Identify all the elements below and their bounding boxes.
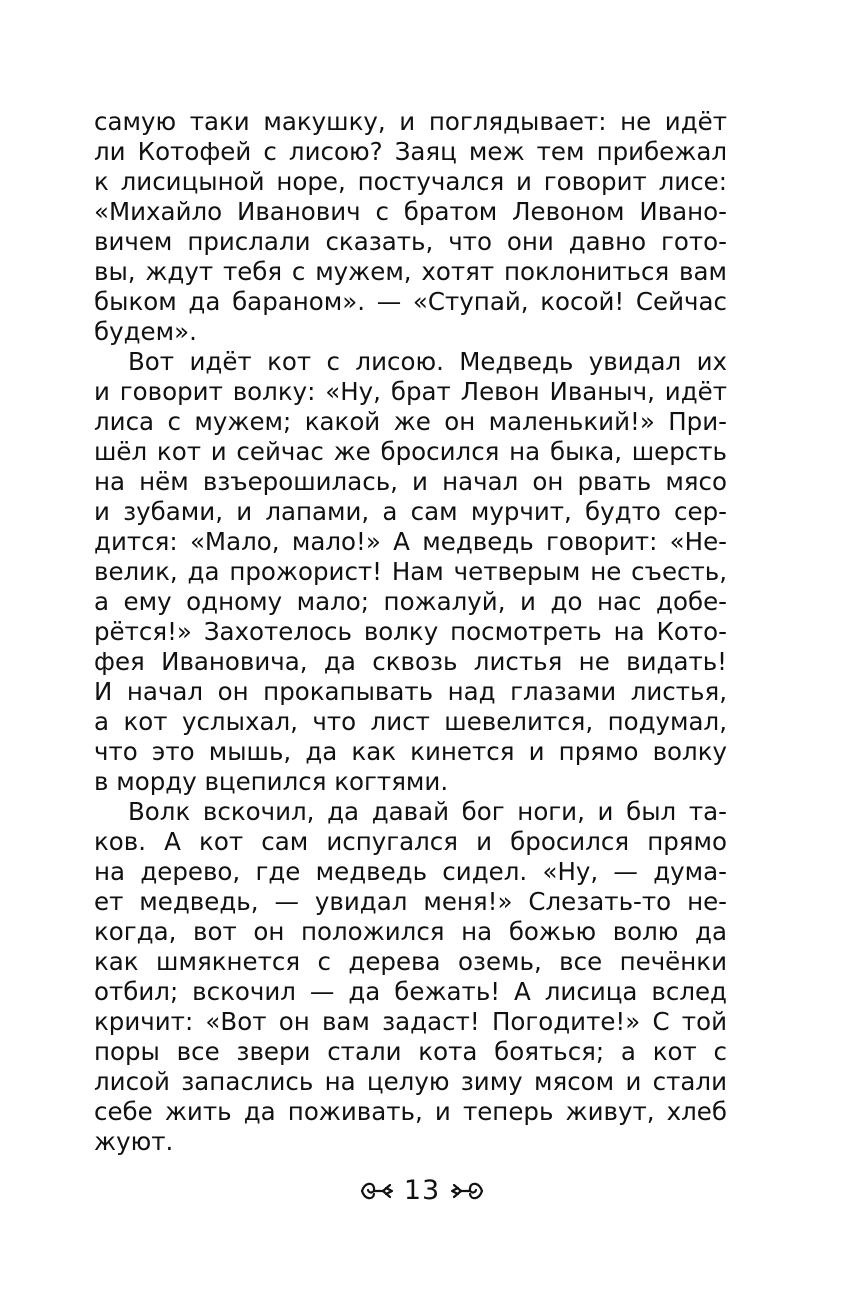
text-line: отбил; вскочил — да бежать! А лисица вслед <box>94 977 727 1006</box>
text-line: жуют. <box>94 1127 174 1156</box>
text-line: Вот идёт кот с лисою. Медведь увидал их <box>128 347 727 376</box>
text-line: и говорит волку: «Ну, брат Левон Иваныч, идёт <box>94 377 727 406</box>
text-line: будем». <box>94 317 197 346</box>
text-line: быком да бараном». — «Ступай, косой! Сейчас <box>94 287 727 316</box>
text-line: как шмякнется с дерева оземь, все печёнки <box>94 947 727 976</box>
text-line: ков. А кот сам испугался и бросился прямо <box>94 827 727 856</box>
text-line: кричит: «Вот он вам задаст! Погодите!» С той <box>94 1007 727 1036</box>
text-line: и зубами, и лапами, а сам мурчит, будто сер- <box>94 497 727 526</box>
paragraph <box>94 107 727 347</box>
text-line: поры все звери стали кота бояться; а кот с <box>94 1037 727 1066</box>
text-line: вы, ждут тебя с мужем, хотят поклониться вам <box>94 257 727 286</box>
text-line: лиса с мужем; какой же он маленький!» При- <box>94 407 727 436</box>
text-line: велик, да прожорист! Нам четверым не съесть, <box>94 557 727 586</box>
page-number: 13 <box>403 1175 441 1206</box>
text-line: ли Котофей с лисою? Заяц меж тем прибежал <box>94 137 727 166</box>
decorative-flourish-icon <box>359 1178 395 1204</box>
text-line: дится: «Мало, мало!» А медведь говорит: «Не- <box>94 527 727 556</box>
page-footer <box>0 1175 844 1207</box>
text-line: а ему одному мало; пожалуй, и до нас добе- <box>94 587 727 616</box>
text-line: вичем прислали сказать, что они давно гото- <box>94 227 727 256</box>
text-line: шёл кот и сейчас же бросился на быка, шерсть <box>94 437 727 466</box>
paragraph <box>94 347 727 797</box>
decorative-flourish-icon <box>449 1178 485 1204</box>
text-line: себе жить да поживать, и теперь живут, хлеб <box>94 1097 727 1126</box>
text-line: И начал он прокапывать над глазами листья, <box>94 677 727 706</box>
text-line: на нём взъерошилась, и начал он рвать мясо <box>94 467 727 496</box>
paragraph <box>94 797 727 1157</box>
text-line: к лисицыной норе, постучался и говорит лисе: <box>94 167 727 196</box>
text-line: Волк вскочил, да давай бог ноги, и был та- <box>128 797 727 826</box>
text-line: рётся!» Захотелось волку посмотреть на Кото- <box>94 617 727 646</box>
text-line: «Михайло Иванович с братом Левоном Ивано- <box>94 197 727 226</box>
body-text <box>94 107 727 1157</box>
text-line: а кот услыхал, что лист шевелится, подумал, <box>94 707 727 736</box>
text-line: что это мышь, да как кинется и прямо волку <box>94 737 727 766</box>
text-line: когда, вот он положился на божью волю да <box>94 917 727 946</box>
text-line: на дерево, где медведь сидел. «Ну, — дума- <box>94 857 727 886</box>
text-line: фея Ивановича, да сквозь листья не видать! <box>94 647 727 676</box>
text-line: лисой запаслись на целую зиму мясом и стали <box>94 1067 727 1096</box>
folio-group <box>359 1176 485 1206</box>
text-line: ет медведь, — увидал меня!» Слезать-то не- <box>94 887 727 916</box>
text-line: самую таки макушку, и поглядывает: не идёт <box>94 107 727 136</box>
text-line: в морду вцепился когтями. <box>94 767 449 796</box>
